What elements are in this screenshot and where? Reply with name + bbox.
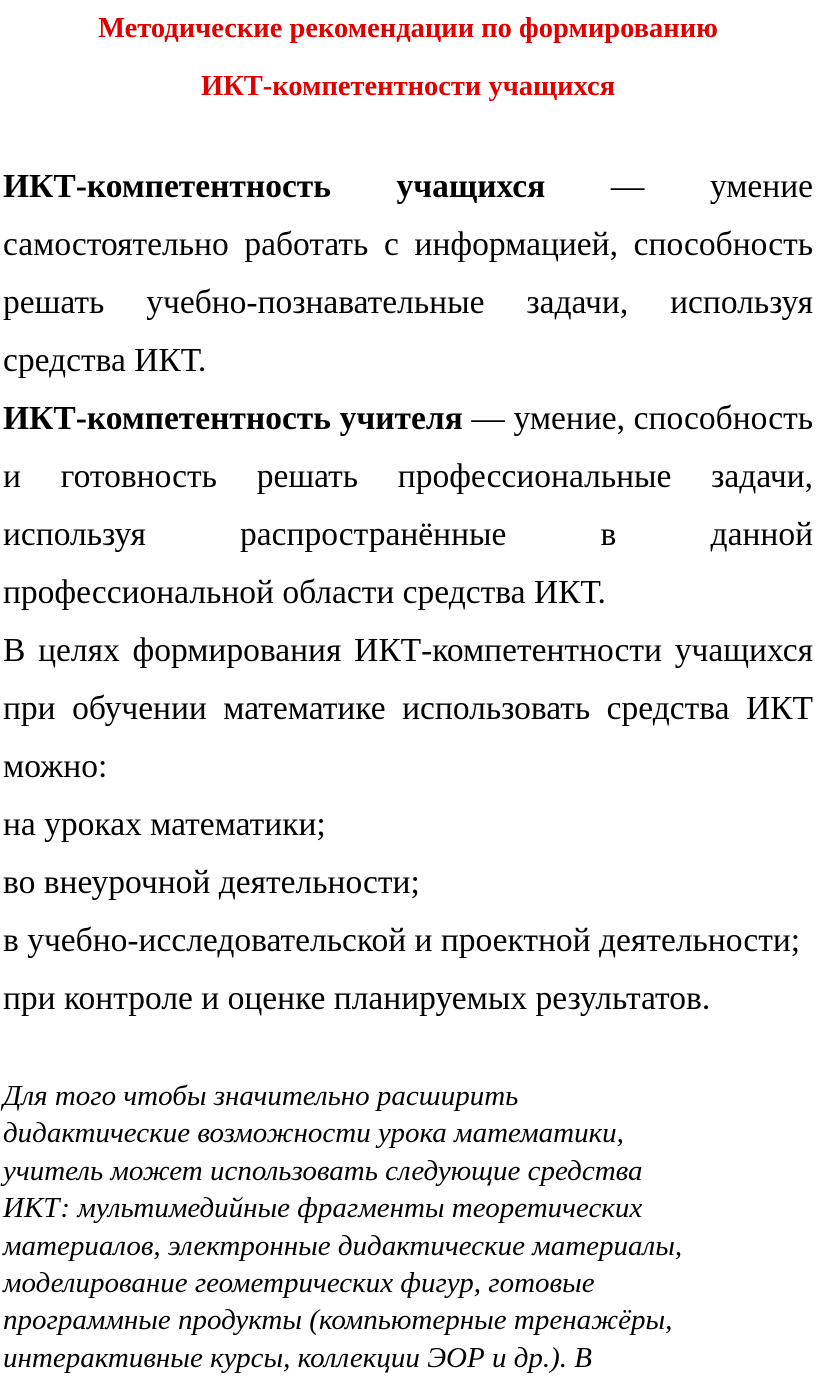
italic-line: ИКТ: мультимедийные фрагменты теоретических bbox=[3, 1192, 643, 1225]
italic-line: дидактические возможности урока математики, bbox=[3, 1117, 624, 1150]
italic-line: моделирование геометрических фигур, готовые bbox=[3, 1267, 595, 1300]
term-teacher: ИКТ-компетентность учителя bbox=[3, 400, 463, 437]
title-line-1: Методические рекомендации по формированию bbox=[98, 13, 718, 44]
definitions-section bbox=[3, 158, 813, 1028]
document-title bbox=[0, 0, 816, 116]
intro-paragraph: В целях формирования ИКТ-компетентности учащихся при обучении математике использовать средства ИКТ можно: bbox=[3, 632, 813, 785]
italic-line: программные продукты (компьютерные тренажёры, bbox=[3, 1304, 673, 1337]
term-students: ИКТ-компетентность учащихся bbox=[3, 168, 546, 205]
definition-teacher-text: умение, способность и готовность решать профессиональные задачи, используя распространённые в данной профессиональной области средства ИКТ. bbox=[3, 400, 813, 611]
italic-line: учитель может использовать следующие средства bbox=[3, 1154, 643, 1187]
list-item-research: в учебно-исследовательской и проектной деятельности; bbox=[3, 922, 801, 959]
list-item-lessons: на уроках математики; bbox=[3, 806, 326, 843]
definition-students bbox=[3, 158, 813, 390]
list-item-assessment: при контроле и оценке планируемых результатов. bbox=[3, 980, 711, 1017]
title-line-2: ИКТ-компетентности учащихся bbox=[200, 71, 616, 102]
definition-teacher bbox=[3, 390, 813, 622]
italic-paragraph bbox=[3, 1078, 796, 1377]
definition-dash: — bbox=[610, 168, 645, 205]
italic-line: Для того чтобы значительно расширить bbox=[3, 1080, 519, 1112]
definition-students-text: умение самостоятельно работать с информацией, способность решать учебно-познавательные задачи, используя средства ИКТ. bbox=[3, 168, 813, 379]
definition-dash: — bbox=[471, 400, 505, 437]
italic-line: интерактивные курсы, коллекции ЭОР и др.). В bbox=[3, 1341, 593, 1374]
list-item-extracurricular: во внеурочной деятельности; bbox=[3, 864, 420, 901]
italic-line: материалов, электронные дидактические материалы, bbox=[3, 1229, 683, 1262]
